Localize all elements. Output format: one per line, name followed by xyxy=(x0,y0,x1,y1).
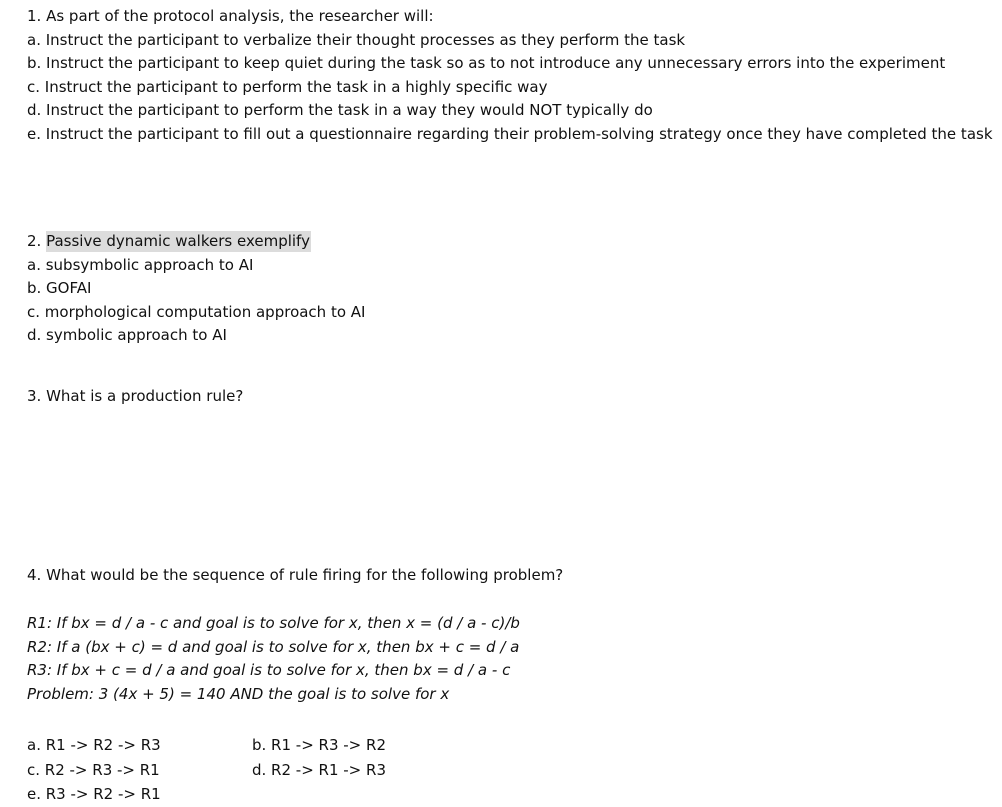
question-4 xyxy=(27,564,997,588)
question-1-option-a: a. Instruct the participant to verbalize their thought processes as they perform the task xyxy=(27,30,686,49)
document xyxy=(27,5,997,803)
question-1-option-c: c. Instruct the participant to perform the task in a highly specific way xyxy=(27,77,548,96)
problem-statement: Problem: 3 (4x + 5) = 140 AND the goal is to solve for x xyxy=(27,684,450,703)
question-1-option-e: e. Instruct the participant to fill out a questionnaire regarding their problem-solving strategy once they have completed the task xyxy=(27,124,993,143)
question-4-option-c: c. R2 -> R3 -> R1 xyxy=(27,760,160,779)
question-2-highlighted-text[interactable]: Passive dynamic walkers exemplify xyxy=(46,232,310,250)
question-1-stem: 1. As part of the protocol analysis, the researcher will: xyxy=(27,7,434,25)
question-4-option-d: d. R2 -> R1 -> R3 xyxy=(252,760,386,779)
question-4-choices xyxy=(27,733,997,807)
choice-row xyxy=(27,758,997,783)
question-3 xyxy=(27,385,997,409)
question-4-stem: 4. What would be the sequence of rule firing for the following problem? xyxy=(27,566,564,584)
question-4-rules xyxy=(27,612,997,706)
question-2-option-b: b. GOFAI xyxy=(27,279,92,297)
question-2 xyxy=(27,230,997,348)
question-2-option-c: c. morphological computation approach to AI xyxy=(27,302,366,321)
question-2-option-d: d. symbolic approach to AI xyxy=(27,326,227,344)
choice-row xyxy=(27,733,997,758)
question-1-option-d: d. Instruct the participant to perform the task in a way they would NOT typically do xyxy=(27,101,653,119)
question-1-option-b: b. Instruct the participant to keep quiet during the task so as to not introduce any unnecessary errors into the experiment xyxy=(27,54,946,72)
question-4-option-b: b. R1 -> R3 -> R2 xyxy=(252,736,386,754)
question-4-option-a: a. R1 -> R2 -> R3 xyxy=(27,736,161,754)
question-2-stem xyxy=(27,230,997,254)
question-4-option-e: e. R3 -> R2 -> R1 xyxy=(27,785,161,803)
question-2-number: 2. xyxy=(27,232,47,250)
choice-row xyxy=(27,782,997,807)
question-3-stem: 3. What is a production rule? xyxy=(27,387,244,405)
question-2-option-a: a. subsymbolic approach to AI xyxy=(27,255,254,274)
rule-r2: R2: If a (bx + c) = d and goal is to solve for x, then bx + c = d / a xyxy=(27,637,520,656)
question-1 xyxy=(27,5,997,146)
rule-r1: R1: If bx = d / a - c and goal is to solve for x, then x = (d / a - c)/b xyxy=(27,614,520,632)
rule-r3: R3: If bx + c = d / a and goal is to solve for x, then bx = d / a - c xyxy=(27,661,511,679)
